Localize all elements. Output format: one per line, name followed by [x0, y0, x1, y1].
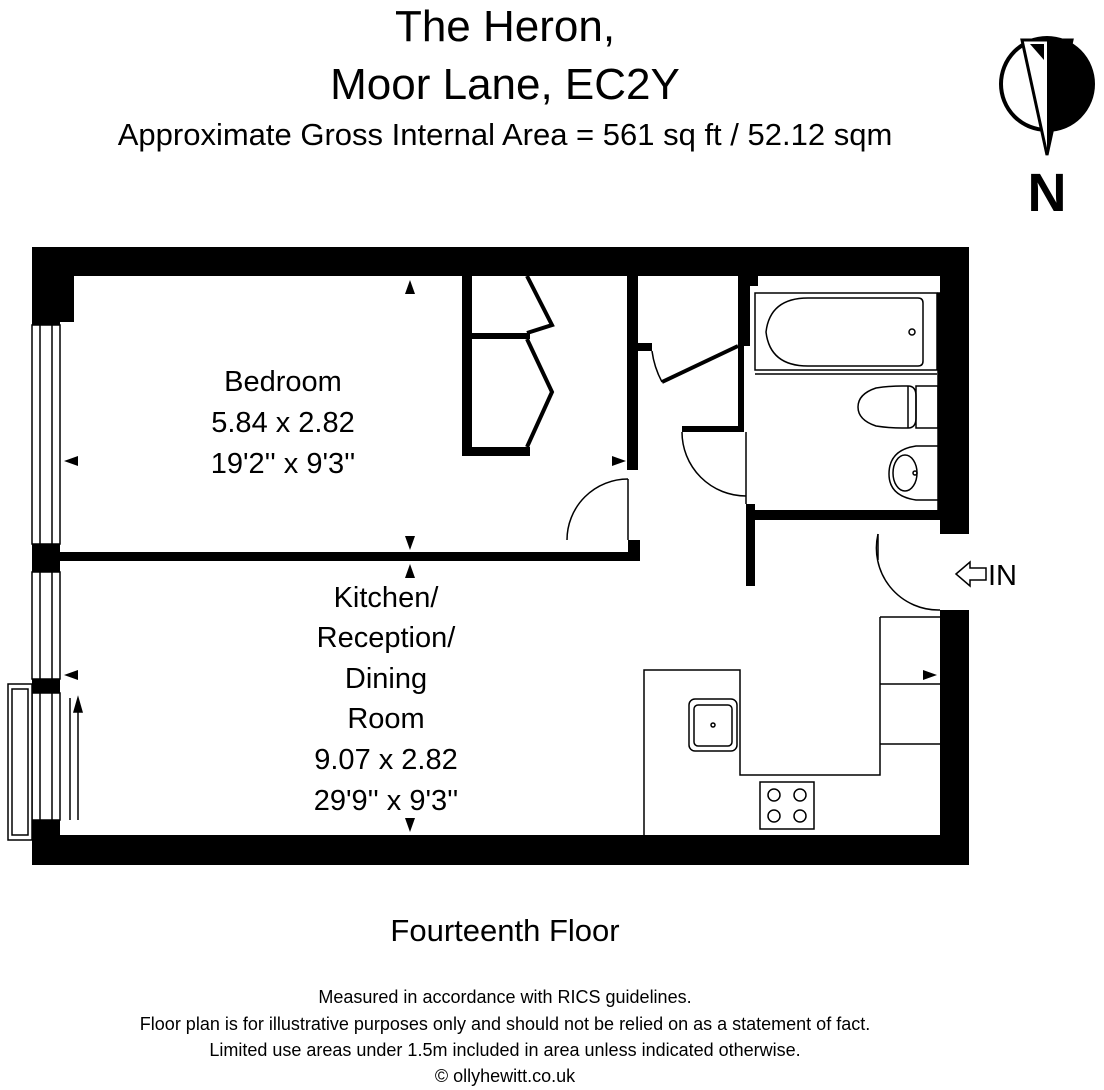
interior-walls	[60, 276, 940, 586]
entrance-arrow-icon	[956, 562, 986, 586]
copyright: © ollyhewitt.co.uk	[434, 1066, 576, 1086]
title-line-1: The Heron,	[394, 2, 616, 51]
kitchen-units	[644, 617, 940, 835]
living-room-label	[314, 582, 458, 817]
wardrobe-doors	[527, 276, 552, 447]
hob-icon	[760, 782, 814, 829]
windows	[32, 325, 60, 820]
north-compass-icon	[1001, 38, 1093, 223]
living-metric: 9.07 x 2.82	[314, 744, 458, 776]
bedroom-name: Bedroom	[224, 366, 342, 398]
bathroom-fixtures	[755, 293, 940, 510]
living-name-line: Room	[347, 703, 425, 735]
living-name-line: Reception/	[316, 622, 456, 654]
compass-label: N	[1027, 163, 1067, 223]
title-line-2: Moor Lane, EC2Y	[330, 60, 680, 109]
bathtub-icon	[766, 298, 923, 366]
floor-label: Fourteenth Floor	[390, 913, 620, 948]
gross-internal-area: Approximate Gross Internal Area = 561 sq ft / 52.12 sqm	[117, 117, 893, 152]
disclaimer-line: Limited use areas under 1.5m included in area unless indicated otherwise.	[209, 1040, 801, 1060]
living-imperial: 29'9'' x 9'3''	[313, 785, 459, 817]
living-name-line: Kitchen/	[333, 582, 439, 614]
bedroom-label	[211, 366, 355, 480]
bedroom-metric: 5.84 x 2.82	[211, 407, 355, 439]
living-name-line: Dining	[344, 663, 428, 695]
disclaimer-line: Measured in accordance with RICS guidelines.	[318, 987, 692, 1007]
entrance-label: IN	[988, 560, 1017, 592]
sink-icon	[689, 699, 737, 751]
disclaimer-line: Floor plan is for illustrative purposes only and should not be relied on as a statement of fact.	[139, 1014, 871, 1034]
bedroom-imperial: 19'2'' x 9'3''	[210, 448, 356, 480]
